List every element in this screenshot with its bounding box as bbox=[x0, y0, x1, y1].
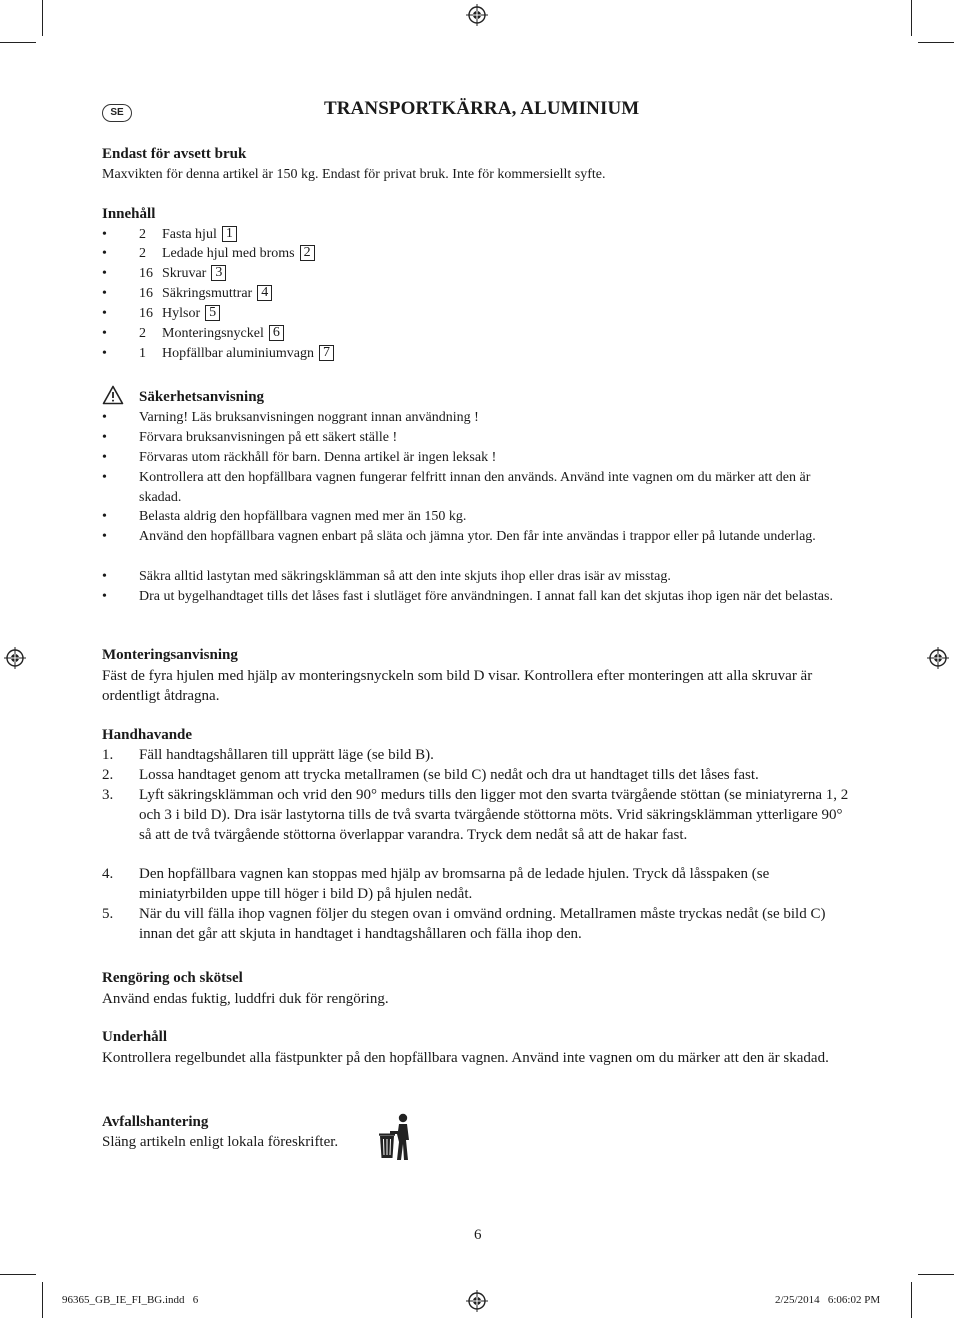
list-item bbox=[102, 904, 854, 944]
item-quantity: 2 bbox=[139, 246, 146, 261]
bullet: • bbox=[102, 589, 107, 604]
crop-mark bbox=[918, 42, 954, 43]
list-item bbox=[102, 864, 854, 904]
crop-mark bbox=[911, 0, 912, 36]
registration-mark-icon bbox=[466, 1290, 488, 1312]
safety-item-text: Belasta aldrig den hopfällbara vagnen med mer än 150 kg. bbox=[139, 509, 467, 524]
item-name: Hopfällbar aluminiumvagn bbox=[162, 346, 315, 361]
bullet: • bbox=[102, 306, 107, 321]
bullet: • bbox=[102, 326, 107, 341]
list-item bbox=[102, 468, 854, 508]
safety-item-text: Förvara bruksanvisningen på ett säkert ställe ! bbox=[139, 430, 398, 445]
step-number: 5. bbox=[102, 906, 114, 922]
registration-mark-icon bbox=[466, 4, 488, 26]
list-item bbox=[102, 587, 854, 607]
crop-mark bbox=[42, 1282, 43, 1318]
item-number-box: 4 bbox=[257, 285, 272, 301]
intended-use-heading: Endast för avsett bruk bbox=[102, 146, 247, 162]
item-name: Monteringsnyckel bbox=[162, 326, 264, 341]
item-quantity: 16 bbox=[139, 286, 153, 301]
footer-file-name: 96365_GB_IE_FI_BG.indd 6 bbox=[62, 1294, 199, 1306]
bullet: • bbox=[102, 227, 107, 242]
crop-mark bbox=[42, 0, 43, 36]
bullet: • bbox=[102, 430, 107, 445]
safety-item-text: Dra ut bygelhandtaget tills det låses fast i slutläget före användningen. I annat fall kan det skjutas ihop igen när det belastas. bbox=[139, 589, 833, 604]
item-number-box: 1 bbox=[222, 226, 237, 242]
step-text: Fäll handtagshållaren till upprätt läge (se bild B). bbox=[139, 747, 434, 763]
item-name: Ledade hjul med broms bbox=[162, 246, 295, 261]
footer-timestamp: 2/25/2014 6:06:02 PM bbox=[775, 1294, 881, 1306]
step-number: 2. bbox=[102, 767, 114, 783]
bullet: • bbox=[102, 266, 107, 281]
crop-mark bbox=[0, 42, 36, 43]
item-number-box: 2 bbox=[300, 245, 315, 261]
safety-heading: Säkerhetsanvisning bbox=[139, 389, 265, 405]
list-item bbox=[102, 745, 854, 765]
warning-triangle-icon bbox=[102, 385, 124, 405]
safety-item-text: Säkra alltid lastytan med säkringsklämman så att den inte skjuts ihop eller dras isär av misstag. bbox=[139, 569, 671, 584]
language-badge: SE bbox=[102, 104, 132, 122]
bullet: • bbox=[102, 450, 107, 465]
assembly-text: Fäst de fyra hjulen med hjälp av monteringsnyckeln som bild D visar. Kontrollera efter monteringen att alla skruvar är ordentligt åtdragna. bbox=[102, 668, 813, 704]
bullet: • bbox=[102, 569, 107, 584]
item-quantity: 2 bbox=[139, 227, 146, 242]
contents-heading: Innehåll bbox=[102, 206, 156, 222]
safety-item-text: Varning! Läs bruksanvisningen noggrant innan användning ! bbox=[139, 410, 479, 425]
bullet: • bbox=[102, 346, 107, 361]
disposal-heading: Avfallshantering bbox=[102, 1114, 209, 1130]
bullet: • bbox=[102, 470, 107, 485]
item-number-box: 7 bbox=[319, 345, 334, 361]
list-item bbox=[102, 765, 854, 785]
safety-item-text: Förvaras utom räckhåll för barn. Denna artikel är ingen leksak ! bbox=[139, 450, 497, 465]
recycle-bin-person-icon bbox=[376, 1112, 416, 1162]
bullet: • bbox=[102, 410, 107, 425]
list-item bbox=[102, 567, 854, 587]
bullet: • bbox=[102, 246, 107, 261]
step-number: 1. bbox=[102, 747, 114, 763]
item-name: Hylsor bbox=[162, 306, 201, 321]
item-number-box: 5 bbox=[205, 305, 220, 321]
item-quantity: 1 bbox=[139, 346, 146, 361]
item-name: Skruvar bbox=[162, 266, 207, 281]
intended-use-text: Maxvikten för denna artikel är 150 kg. Endast för privat bruk. Inte för kommersiellt syfte. bbox=[102, 167, 606, 182]
list-item bbox=[102, 408, 854, 428]
bullet: • bbox=[102, 509, 107, 524]
step-number: 4. bbox=[102, 866, 114, 882]
crop-mark bbox=[918, 1274, 954, 1275]
page-number: 6 bbox=[474, 1227, 482, 1243]
list-item bbox=[102, 785, 854, 845]
handling-heading: Handhavande bbox=[102, 727, 193, 743]
item-quantity: 2 bbox=[139, 326, 146, 341]
page-title: TRANSPORTKÄRRA, ALUMINIUM bbox=[324, 98, 640, 119]
step-text: Den hopfällbara vagnen kan stoppas med hjälp av bromsarna på de ledade hjulen. Tryck då låsspaken (se miniatyrbilden uppe till höger i bild D) på hjulen nedåt. bbox=[139, 866, 770, 902]
maintenance-text: Kontrollera regelbundet alla fästpunkter på den hopfällbara vagnen. Använd inte vagnen om du märker att den är skadad. bbox=[102, 1050, 829, 1066]
step-text: När du vill fälla ihop vagnen följer du stegen ovan i omvänd ordning. Metallramen måste tryckas nedåt (se bild C) innan det går att skjuta in handtaget i handtagshållaren och fälla ihop den. bbox=[139, 906, 826, 942]
assembly-heading: Monteringsanvisning bbox=[102, 647, 238, 663]
registration-mark-icon bbox=[4, 647, 26, 669]
step-text: Lossa handtaget genom att trycka metallramen (se bild C) nedåt och dra ut handtaget tills det låses fast. bbox=[139, 767, 759, 783]
step-number: 3. bbox=[102, 787, 114, 803]
cleaning-text: Använd endas fuktig, luddfri duk för rengöring. bbox=[102, 991, 389, 1007]
step-text: Lyft säkringsklämman och vrid den 90° medurs tills den ligger mot den svarta tvärgående stöttan (se miniatyrerna 1, 2 och 3 i bild D). Dra isär lastytorna tills de två svarta tvärgående stöttorna möts. Vrid säkringsklämman ytterligare 90° så att de två tvärgående stöttorna överlappar varandra. Tryck dem nedåt så att de hakar fast. bbox=[139, 787, 849, 843]
item-quantity: 16 bbox=[139, 266, 153, 281]
list-item bbox=[102, 527, 854, 547]
disposal-text: Släng artikeln enligt lokala föreskrifter. bbox=[102, 1134, 339, 1150]
safety-item-text: Kontrollera att den hopfällbara vagnen fungerar felfritt innan den används. Använd inte vagnen om du märker att den är skadad. bbox=[139, 470, 811, 505]
cleaning-heading: Rengöring och skötsel bbox=[102, 970, 243, 986]
list-item bbox=[102, 448, 854, 468]
item-number-box: 3 bbox=[211, 265, 226, 281]
list-item bbox=[102, 428, 854, 448]
safety-item-text: Använd den hopfällbara vagnen enbart på släta och jämna ytor. Den får inte användas i trappor eller på lutande underlag. bbox=[139, 529, 816, 544]
crop-mark bbox=[0, 1274, 36, 1275]
item-name: Säkringsmuttrar bbox=[162, 286, 253, 301]
list-item bbox=[102, 507, 854, 527]
registration-mark-icon bbox=[927, 647, 949, 669]
item-number-box: 6 bbox=[269, 325, 284, 341]
maintenance-heading: Underhåll bbox=[102, 1029, 168, 1045]
crop-mark bbox=[911, 1282, 912, 1318]
bullet: • bbox=[102, 529, 107, 544]
item-quantity: 16 bbox=[139, 306, 153, 321]
item-name: Fasta hjul bbox=[162, 227, 217, 242]
bullet: • bbox=[102, 286, 107, 301]
